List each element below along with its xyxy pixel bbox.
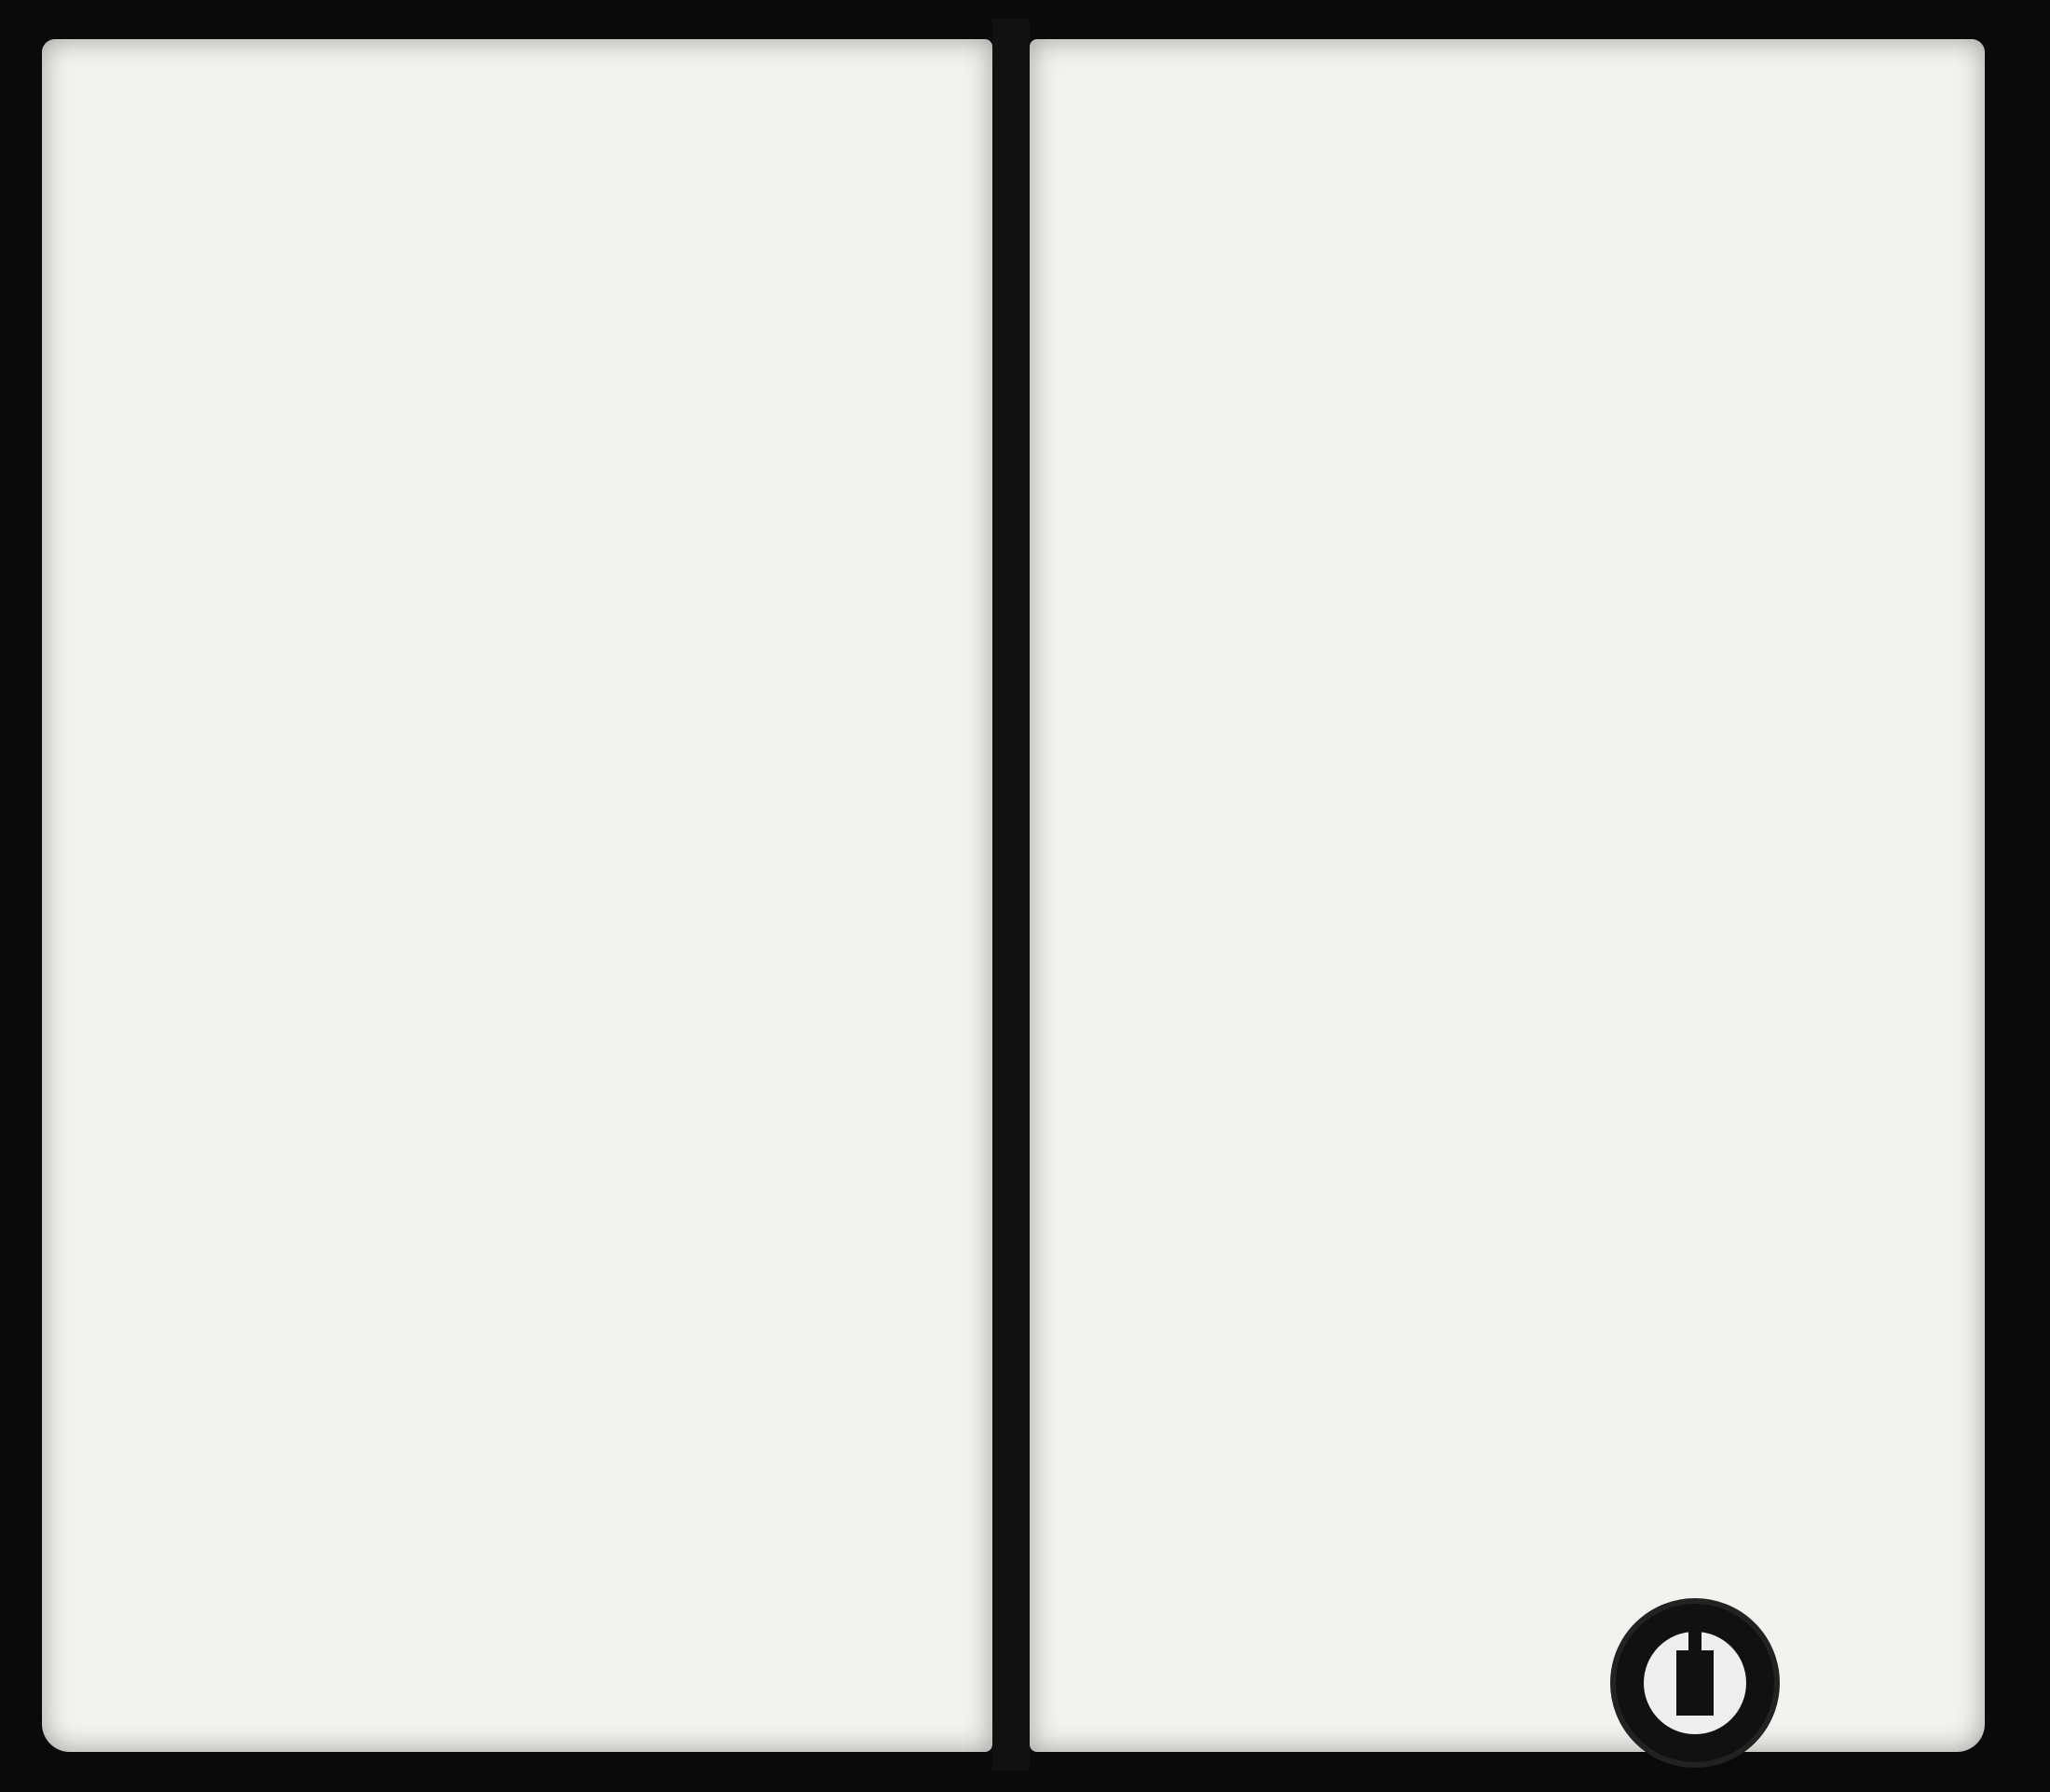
- book-spine: [992, 19, 1030, 1771]
- stamp-center: [1644, 1632, 1746, 1734]
- left-page: [42, 39, 992, 1752]
- archive-stamp: [1610, 1598, 1780, 1768]
- church-icon: [1676, 1650, 1714, 1716]
- right-page: [1030, 39, 1985, 1752]
